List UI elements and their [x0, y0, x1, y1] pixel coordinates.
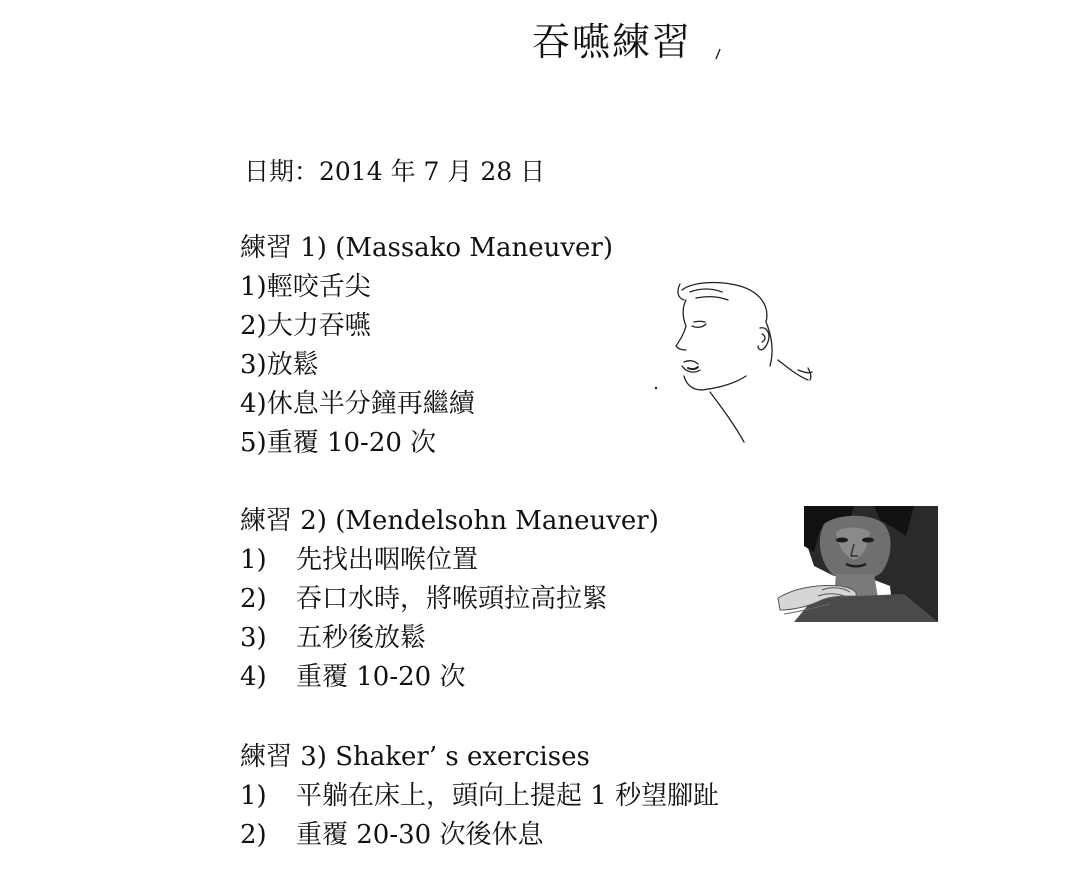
exercise-2-heading: 練習 2) (Mendelsohn Maneuver) [240, 506, 659, 536]
step-number: 2) [240, 311, 267, 341]
step-number: 2) [240, 584, 267, 614]
step-number: 4) [240, 389, 267, 419]
step-number: 2) [240, 820, 267, 850]
page-title: 吞嚥練習 [532, 20, 693, 64]
step-number: 5) [240, 428, 267, 458]
step-number: 1) [240, 781, 267, 811]
step-text: 先找出咽喉位置 [296, 545, 479, 575]
exercise-1-step [240, 385, 613, 424]
exercise-3-step [240, 777, 719, 816]
pen-mark [714, 48, 722, 60]
step-text: 五秒後放鬆 [296, 623, 427, 653]
step-text: 重覆 10-20 次 [266, 428, 437, 458]
exercise-1-heading: 練習 1) (Massako Maneuver) [240, 233, 613, 263]
exercise-2-step [240, 658, 659, 697]
exercise-section-1 [240, 229, 613, 463]
exercise-1-step [240, 268, 613, 307]
step-number: 3) [240, 623, 267, 653]
date-line: 日期：2014 年 7 月 28 日 [244, 157, 546, 186]
exercise-section-3 [240, 738, 719, 855]
exercise-3-step [240, 816, 719, 855]
step-number: 1) [240, 545, 267, 575]
exercise-1-step [240, 307, 613, 346]
face-profile-illustration [648, 276, 818, 448]
step-text: 輕咬舌尖 [266, 272, 371, 302]
throat-photo-illustration [774, 506, 938, 622]
step-text: 重覆 10-20 次 [296, 662, 466, 692]
exercise-2-step [240, 580, 659, 619]
exercise-2-step [240, 619, 659, 658]
step-text: 休息半分鐘再繼續 [266, 389, 475, 419]
exercise-1-step [240, 346, 613, 385]
exercise-2-step [240, 541, 659, 580]
step-number: 1) [240, 272, 267, 302]
exercise-section-2 [240, 502, 659, 697]
step-text: 平躺在床上，頭向上提起 1 秒望腳趾 [296, 781, 720, 811]
step-text: 大力吞嚥 [266, 311, 371, 341]
step-text: 吞口水時，將喉頭拉高拉緊 [296, 584, 609, 614]
step-text: 放鬆 [266, 350, 319, 380]
step-number: 4) [240, 662, 267, 692]
step-number: 3) [240, 350, 267, 380]
exercise-3-heading: 練習 3) Shaker’ s exercises [240, 742, 590, 772]
exercise-1-step [240, 424, 613, 463]
step-text: 重覆 20-30 次後休息 [296, 820, 544, 850]
